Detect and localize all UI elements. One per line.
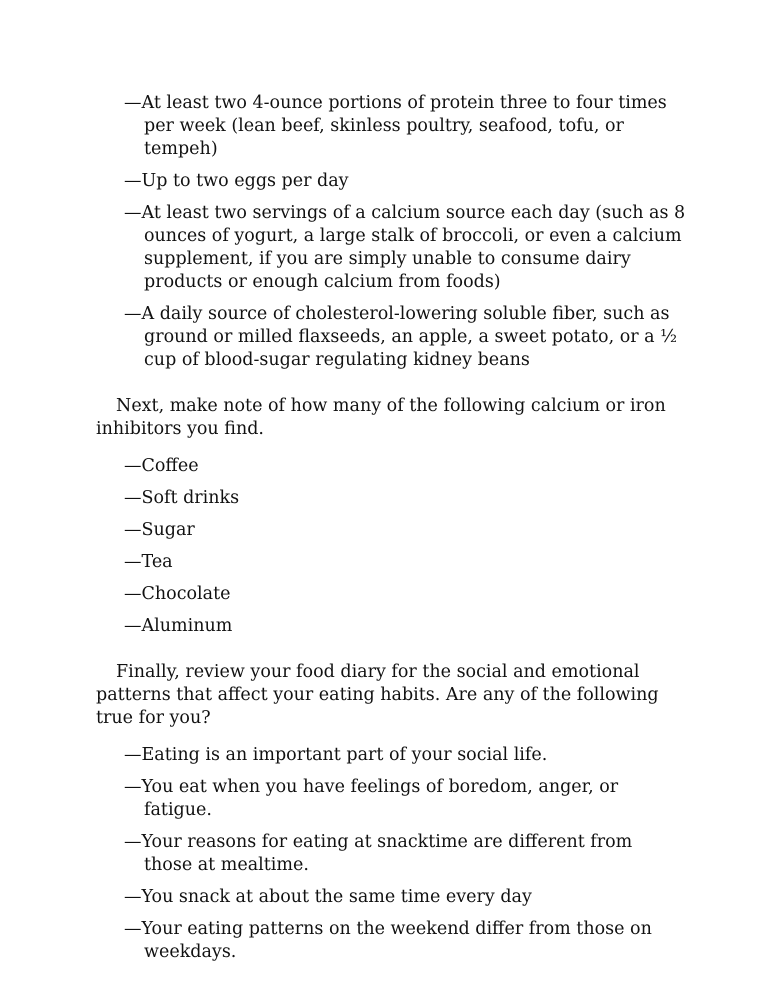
list-item: —Tea <box>124 552 173 572</box>
list-item: —At least two servings of a calcium source each day (such as 8 ounces of yogurt, a large stalk of broccoli, or even a calcium supplement, if you are simply unable to consume dairy products or enough calcium from foods) <box>124 203 686 292</box>
list-item: —Your eating patterns on the weekend differ from those on weekdays. <box>124 919 652 962</box>
list-item: —Coffee <box>124 456 199 476</box>
body-paragraph: Finally, review your food diary for the social and emotional patterns that affect your eating habits. Are any of the following true for you? <box>96 662 659 728</box>
inhibitors-list <box>96 455 686 638</box>
eating-patterns-list <box>96 744 686 964</box>
nutrition-targets-list <box>96 92 686 372</box>
list-item: —Your reasons for eating at snacktime are different from those at mealtime. <box>124 832 633 875</box>
list-item: —You eat when you have feelings of boredom, anger, or fatigue. <box>124 777 619 820</box>
list-item: —At least two 4-ounce portions of protein three to four times per week (lean beef, skinless poultry, seafood, tofu, or tempeh) <box>124 93 667 159</box>
list-item: —A daily source of cholesterol-lowering soluble fiber, such as ground or milled flaxseeds, an apple, a sweet potato, or a ½ cup of blood-sugar regulating kidney beans <box>124 304 678 370</box>
list-item: —Aluminum <box>124 616 233 636</box>
list-item: —Eating is an important part of your social life. <box>124 745 548 765</box>
list-item: —You snack at about the same time every day <box>124 887 532 907</box>
list-item: —Soft drinks <box>124 488 240 508</box>
list-item: —Chocolate <box>124 584 231 604</box>
list-item: —Sugar <box>124 520 195 540</box>
list-item: —Up to two eggs per day <box>124 171 349 191</box>
document-page <box>96 92 686 964</box>
body-paragraph: Next, make note of how many of the following calcium or iron inhibitors you find. <box>96 396 666 439</box>
